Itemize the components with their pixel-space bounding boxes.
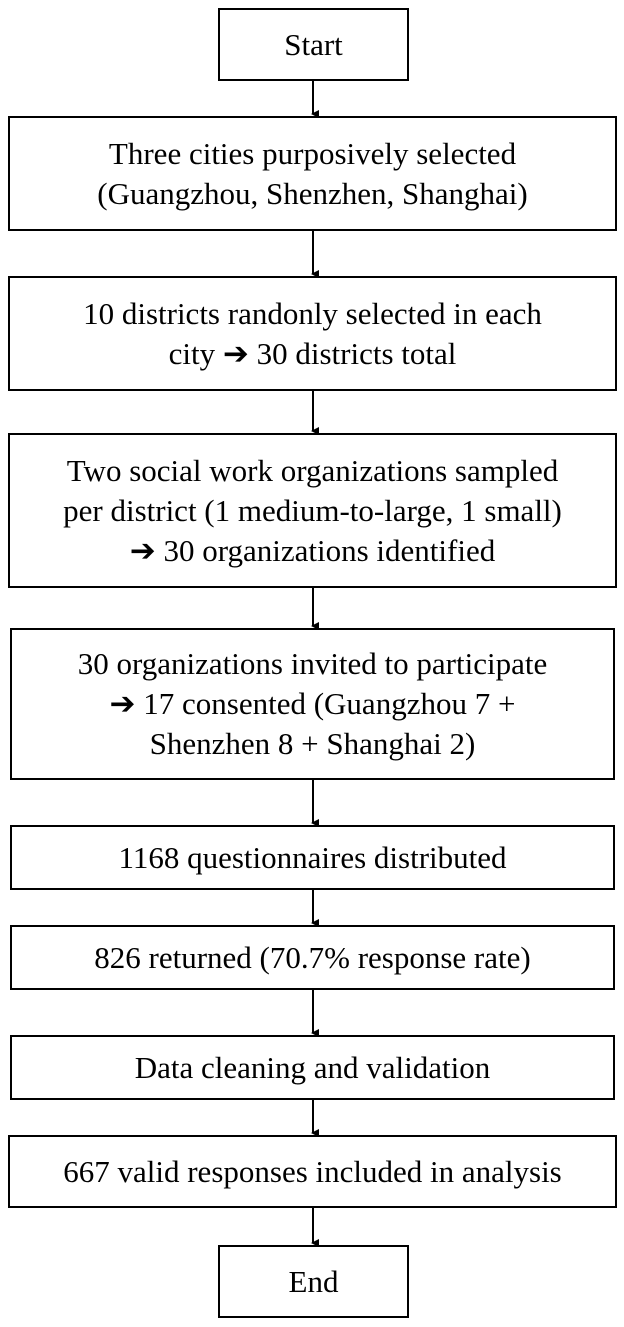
invited-step-line-2: ➔ 17 consented (Guangzhou 7 +: [109, 686, 516, 721]
cities-step-line-1: Three cities purposively selected: [108, 135, 517, 171]
valid-step-label: 667 valid responses included in analysis: [63, 1153, 562, 1189]
cleaning-step-label: Data cleaning and validation: [134, 1049, 491, 1085]
organizations-step-line-1: Two social work organizations sampled: [66, 452, 559, 488]
end-label: End: [288, 1263, 339, 1299]
returned-step-label: 826 returned (70.7% response rate): [94, 939, 531, 975]
start-label: Start: [284, 26, 343, 62]
organizations-step-line-3: ➔ 30 organizations identified: [129, 532, 496, 568]
districts-step-line-2: city ➔ 30 districts total: [168, 335, 457, 371]
districts-step-line-1: 10 districts randonly selected in each: [83, 295, 542, 331]
invited-step-line-3: Shenzhen 8 + Shanghai 2): [149, 726, 476, 761]
distributed-step-label: 1168 questionnaires distributed: [118, 839, 507, 875]
invited-step-line-1: 30 organizations invited to participate: [77, 646, 548, 681]
organizations-step-line-2: per district (1 medium-to-large, 1 small): [63, 492, 562, 528]
cities-step-line-2: (Guangzhou, Shenzhen, Shanghai): [97, 175, 528, 211]
